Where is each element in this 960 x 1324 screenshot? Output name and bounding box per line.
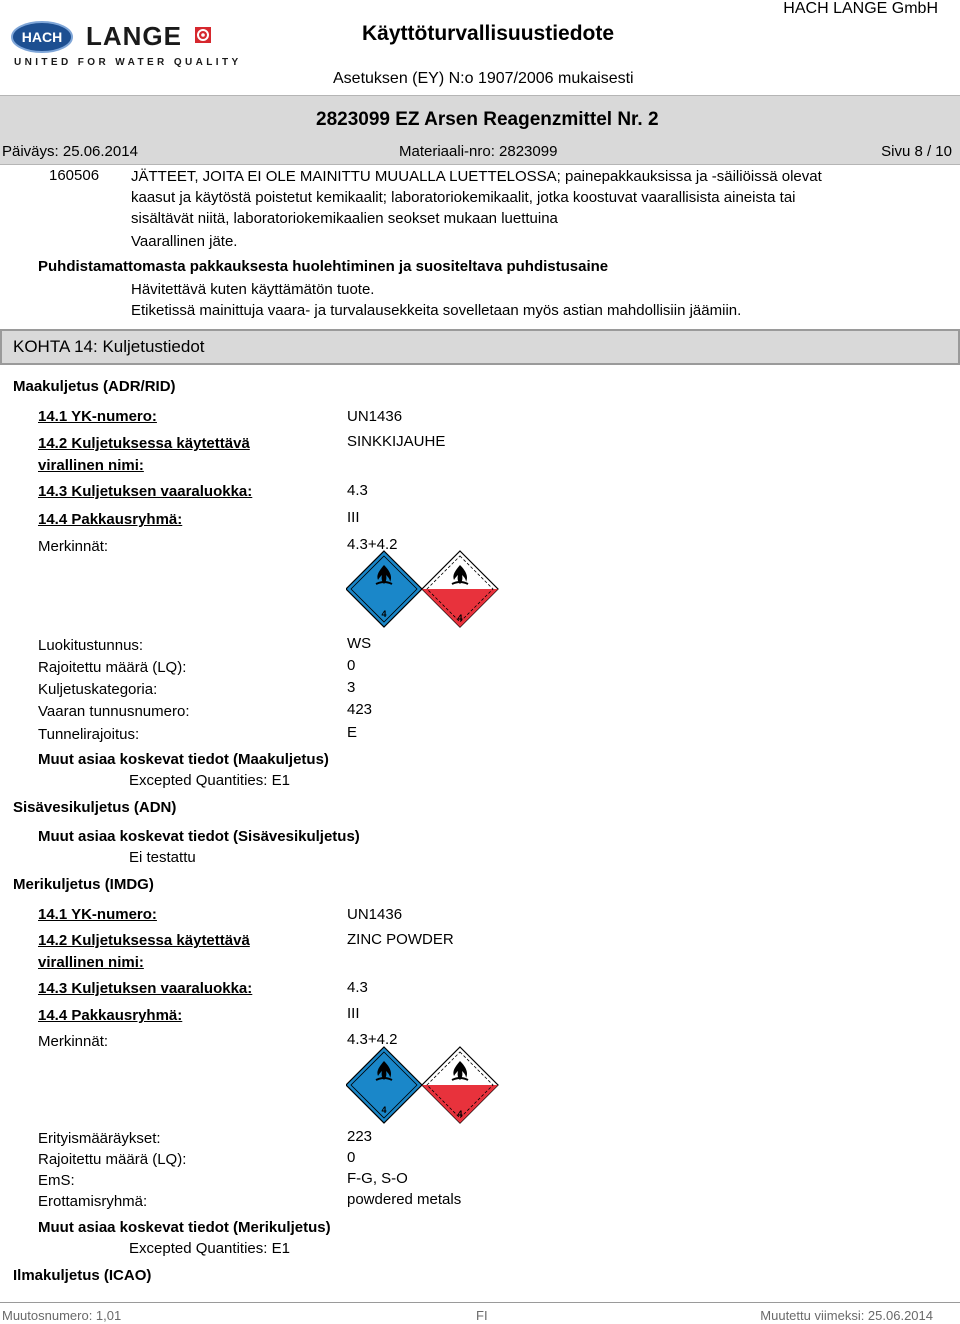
footer-language: FI [476, 1308, 488, 1323]
adr-tunnel-value: E [347, 724, 358, 741]
imdg-un-label: 14.1 YK-numero: [38, 906, 157, 923]
page-number: Sivu 8 / 10 [881, 143, 952, 160]
imdg-ems-value: F-G, S-O [347, 1170, 408, 1187]
dangerous-when-wet-icon [346, 551, 422, 627]
imdg-name-value: ZINC POWDER [347, 931, 454, 948]
imdg-combust-class-number: 4 [457, 1109, 463, 1119]
waste-text-4: Vaarallinen jäte. [131, 233, 238, 250]
waste-text-2: kaasut ja käytöstä poistetut kemikaalit; laboratoriokemikaalit, jotka koostuvat vaarallisista aineista tai [131, 189, 796, 206]
spontaneously-combustible-icon [422, 1047, 498, 1123]
imdg-lq-value: 0 [347, 1149, 356, 1166]
adr-classification-value: WS [347, 635, 372, 652]
adr-lq-value: 0 [347, 657, 356, 674]
lange-logo: LANGE [86, 21, 182, 51]
section-14-title: KOHTA 14: Kuljetustiedot [13, 337, 205, 356]
adr-hazard-label: Vaaran tunnusnumero: [38, 703, 190, 720]
adr-pictograms [346, 549, 506, 631]
adr-other-heading: Muut asiaa koskevat tiedot (Maakuljetus) [38, 751, 329, 768]
imdg-heading: Merikuljetus (IMDG) [13, 876, 154, 893]
imdg-labels-value: 4.3+4.2 [347, 1031, 398, 1048]
regulation: Asetuksen (EY) N:o 1907/2006 mukaisesti [333, 70, 634, 87]
product-name: 2823099 EZ Arsen Reagenzmittel Nr. 2 [316, 109, 659, 130]
adr-class-value: 4.3 [347, 482, 368, 499]
company-name: HACH LANGE GmbH [783, 0, 938, 17]
adr-tunnel-label: Tunnelirajoitus: [38, 726, 140, 743]
adn-other-value: Ei testattu [129, 849, 196, 866]
adr-labels-value: 4.3+4.2 [347, 536, 398, 553]
imdg-lq-label: Rajoitettu määrä (LQ): [38, 1151, 187, 1168]
packaging-text-1: Hävitettävä kuten käyttämätön tuote. [131, 281, 375, 298]
date: Päiväys: 25.06.2014 [2, 143, 138, 160]
adn-heading: Sisävesikuljetus (ADN) [13, 799, 177, 816]
icao-heading: Ilmakuljetus (ICAO) [13, 1267, 152, 1284]
imdg-other-heading: Muut asiaa koskevat tiedot (Merikuljetus) [38, 1219, 331, 1236]
adr-combust-class-number: 4 [457, 613, 463, 623]
adr-wet-class-number: 4 [381, 609, 387, 619]
adr-group-value: III [347, 509, 360, 526]
adr-other-value: Excepted Quantities: E1 [129, 772, 290, 789]
adr-un-value: UN1436 [347, 408, 403, 425]
adr-class-label: 14.3 Kuljetuksen vaaraluokka: [38, 483, 253, 500]
imdg-wet-class-number: 4 [381, 1105, 387, 1115]
footer-modified: Muutettu viimeksi: 25.06.2014 [760, 1308, 933, 1323]
adr-heading: Maakuljetus (ADR/RID) [13, 378, 176, 395]
hach-logo-text: HACH [21, 29, 63, 45]
imdg-group-value: III [347, 1005, 360, 1022]
packaging-heading: Puhdistamattomasta pakkauksesta huolehtiminen ja suositeltava puhdistusaine [38, 258, 609, 275]
imdg-name-label-1: 14.2 Kuljetuksessa käytettävä [38, 932, 250, 949]
waste-text-1: JÄTTEET, JOITA EI OLE MAINITTU MUUALLA LUETTELOSSA; painepakkauksissa ja -säiliöissä olevat [131, 168, 822, 185]
lange-logo-mark [194, 26, 212, 44]
adr-un-label: 14.1 YK-numero: [38, 408, 157, 425]
adr-hazard-value: 423 [347, 701, 373, 718]
imdg-segregation-value: powdered metals [347, 1191, 462, 1208]
adr-lq-label: Rajoitettu määrä (LQ): [38, 659, 187, 676]
footer-divider [0, 1302, 960, 1303]
tagline: UNITED FOR WATER QUALITY [14, 57, 242, 68]
adr-name-label-1: 14.2 Kuljetuksessa käytettävä [38, 435, 250, 452]
adn-other-heading: Muut asiaa koskevat tiedot (Sisävesikuljetus) [38, 828, 360, 845]
imdg-pictograms [346, 1045, 506, 1127]
imdg-segregation-label: Erottamisryhmä: [38, 1193, 148, 1210]
imdg-class-label: 14.3 Kuljetuksen vaaraluokka: [38, 980, 253, 997]
hach-logo [10, 20, 74, 54]
dangerous-when-wet-icon [346, 1047, 422, 1123]
imdg-labels-label: Merkinnät: [38, 1033, 109, 1050]
imdg-un-value: UN1436 [347, 906, 403, 923]
adr-labels-label: Merkinnät: [38, 538, 109, 555]
adr-name-label-2: virallinen nimi: [38, 457, 144, 474]
packaging-text-2: Etiketissä mainittuja vaara- ja turvalausekkeita sovelletaan myös astian mahdollisiin jäämiin. [131, 302, 742, 319]
imdg-group-label: 14.4 Pakkausryhmä: [38, 1007, 183, 1024]
adr-category-value: 3 [347, 679, 356, 696]
footer-revision: Muutosnumero: 1,01 [2, 1308, 122, 1323]
imdg-special-label: Erityismääräykset: [38, 1130, 161, 1147]
material-number: Materiaali-nro: 2823099 [399, 143, 558, 160]
adr-classification-label: Luokitustunnus: [38, 637, 144, 654]
waste-text-3: sisältävät niitä, laboratoriokemikaalien seokset mukaan luettuina [131, 210, 558, 227]
adr-group-label: 14.4 Pakkausryhmä: [38, 511, 183, 528]
waste-code: 160506 [49, 167, 100, 184]
adr-category-label: Kuljetuskategoria: [38, 681, 158, 698]
imdg-ems-label: EmS: [38, 1172, 75, 1189]
imdg-name-label-2: virallinen nimi: [38, 954, 144, 971]
imdg-special-value: 223 [347, 1128, 373, 1145]
imdg-other-value: Excepted Quantities: E1 [129, 1240, 290, 1257]
document-title: Käyttöturvallisuustiedote [362, 22, 615, 45]
adr-name-value: SINKKIJAUHE [347, 433, 446, 450]
spontaneously-combustible-icon [422, 551, 498, 627]
imdg-class-value: 4.3 [347, 979, 368, 996]
